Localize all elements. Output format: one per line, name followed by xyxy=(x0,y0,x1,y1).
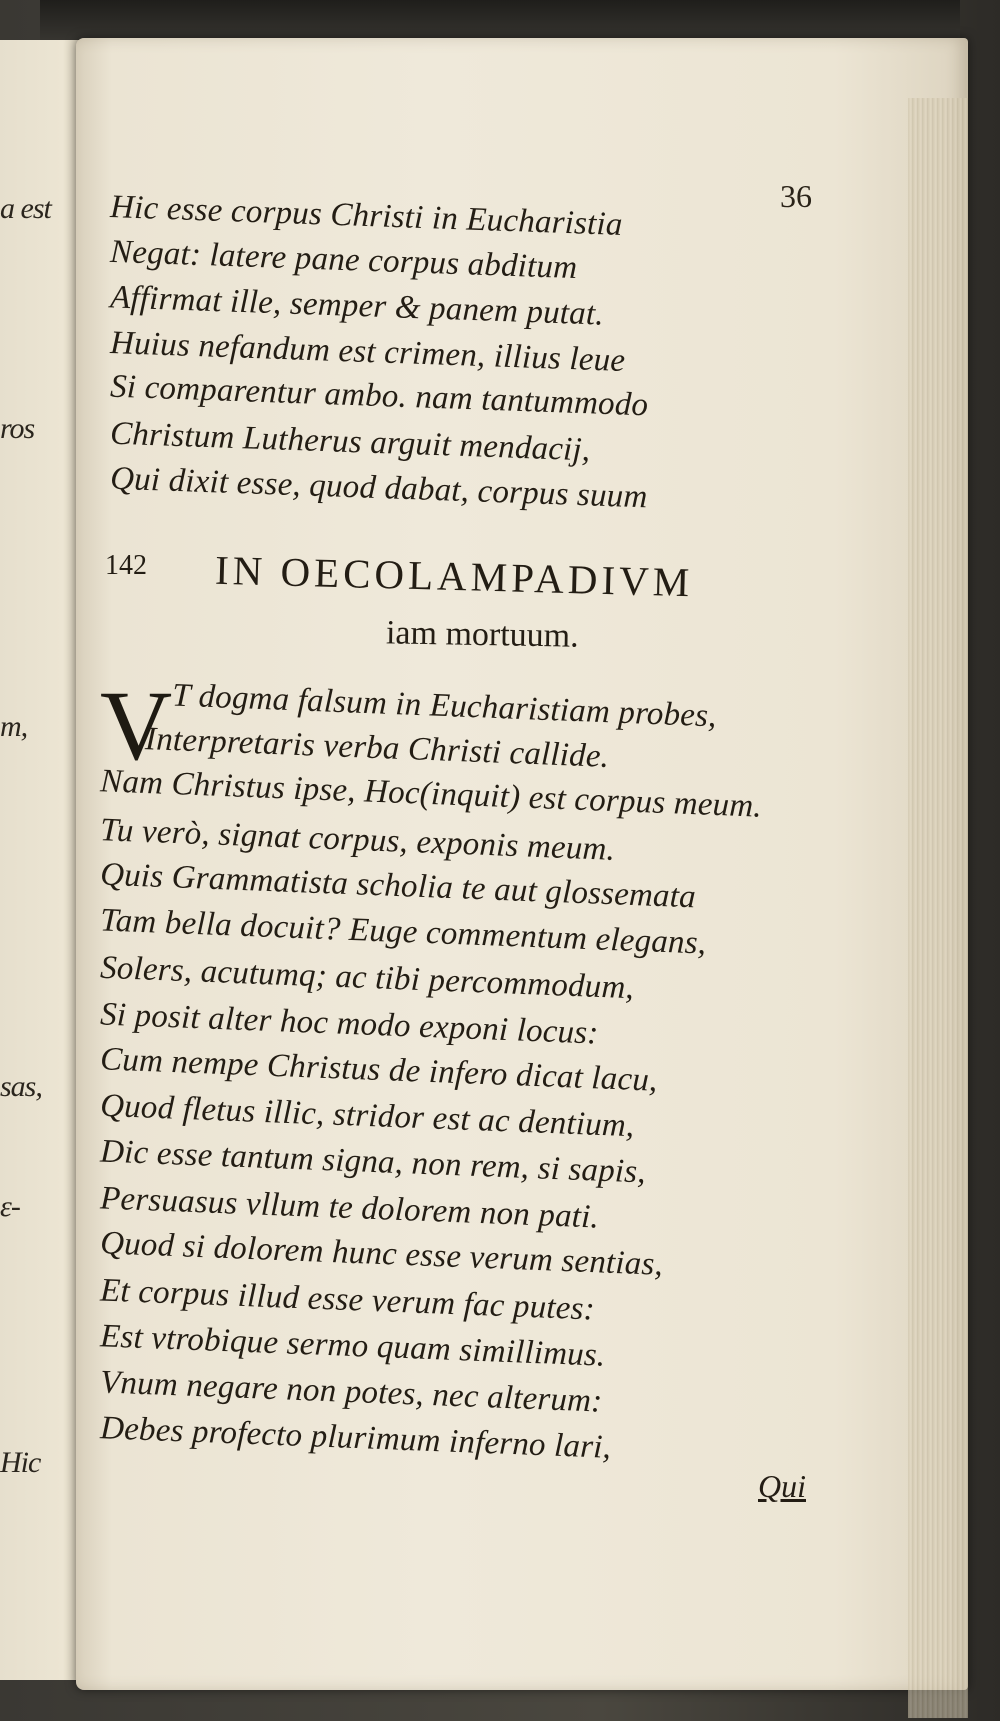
left-fragment: ros xyxy=(0,412,35,445)
left-fragment: a est xyxy=(0,192,51,225)
text-line: Qui dixit esse, quod dabat, corpus suum xyxy=(109,460,649,516)
poem-line: Et corpus illud esse verum fac putes: xyxy=(99,1272,596,1328)
epigram-number: 142 xyxy=(105,550,147,581)
poem-line: Est vtrobique sermo quam simillimus. xyxy=(99,1318,607,1374)
poem-line: Quis Grammatista scholia te aut glossemata xyxy=(99,856,697,916)
poem-line: Interpretaris verba Christi callide. xyxy=(144,721,610,775)
page-number: 36 xyxy=(780,178,812,214)
epigram-subheading: iam mortuum. xyxy=(385,614,579,655)
poem-first-line: T dogma falsum in Eucharistiam probes, xyxy=(171,677,718,735)
poem-line: Debes profecto plurimum inferno lari, xyxy=(99,1410,612,1466)
poem-line: Quod fletus illic, stridor est ac dentium, xyxy=(99,1087,636,1145)
left-fragment: sas, xyxy=(0,1070,42,1103)
left-fragment: Hic xyxy=(0,1446,41,1479)
poem-line: Dic esse tantum signa, non rem, si sapis, xyxy=(99,1133,647,1191)
catchword: Qui xyxy=(758,1468,806,1504)
text-line: Negat: latere pane corpus abditum xyxy=(109,233,578,287)
page-edge xyxy=(908,98,968,1718)
text-line: Si comparentur ambo. nam tantummodo xyxy=(109,368,649,424)
poem-line: Si posit alter hoc modo exponi locus: xyxy=(99,996,600,1052)
poem-line: Tam bella docuit? Euge commentum elegans, xyxy=(99,902,707,962)
poem-line: Nam Christus ipse, Hoc(inquit) est corpus meum. xyxy=(99,763,763,825)
poem-line: Vnum negare non potes, nec alterum: xyxy=(99,1364,604,1420)
text-line: Christum Lutherus arguit mendacij, xyxy=(109,415,591,469)
poem-line: Tu verò, signat corpus, exponis meum. xyxy=(99,812,616,868)
poem-line: Persuasus vllum te dolorem non pati. xyxy=(99,1180,600,1236)
left-fragment: m, xyxy=(0,710,28,743)
text-line: Huius nefandum est crimen, illius leue xyxy=(109,325,626,379)
poem-line: Cum nempe Christus de infero dicat lacu, xyxy=(99,1041,659,1099)
text-line: Hic esse corpus Christi in Eucharistia xyxy=(109,189,624,243)
text-line: Affirmat ille, semper & panem putat. xyxy=(109,279,605,333)
poem-line: Quod si dolorem hunc esse verum sentias, xyxy=(99,1225,664,1283)
epigram-heading: IN OECOLAMPADIVM xyxy=(214,546,694,606)
poem-line: Solers, acutumq; ac tibi percommodum, xyxy=(99,949,635,1007)
drop-cap: V xyxy=(100,670,173,781)
left-fragment: ε- xyxy=(0,1190,20,1223)
